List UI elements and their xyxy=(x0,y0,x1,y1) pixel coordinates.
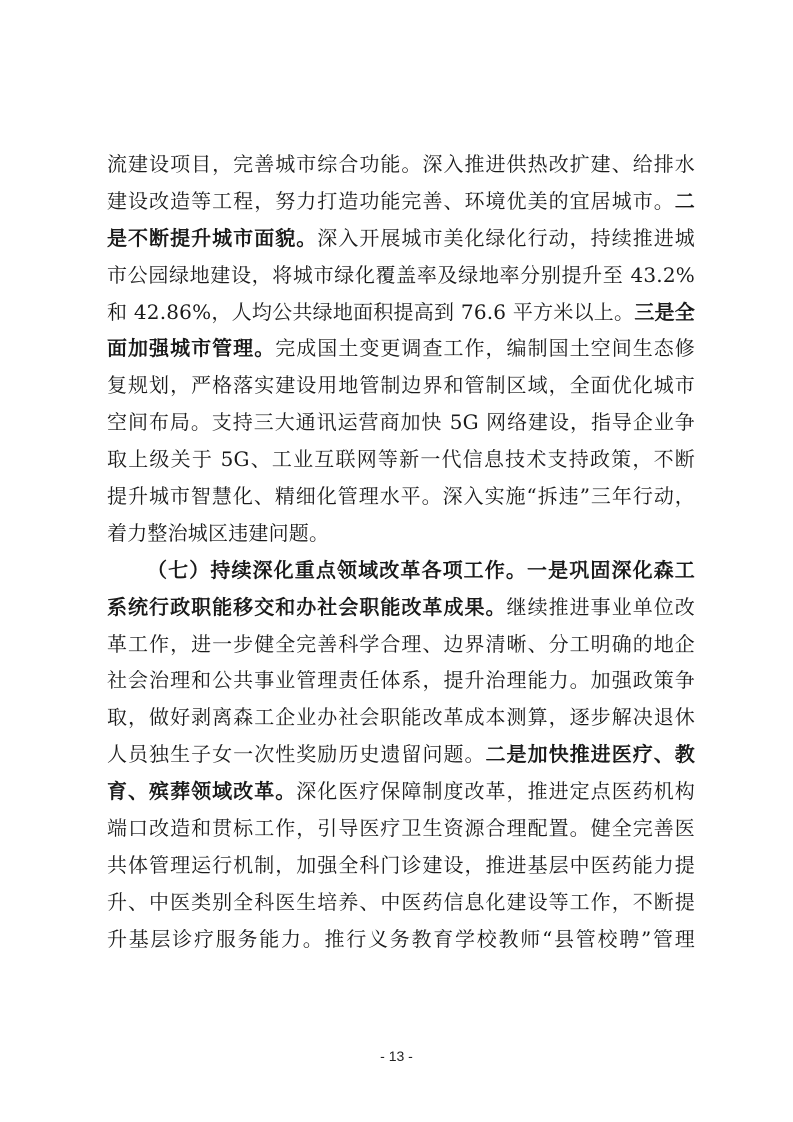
text-line xyxy=(107,257,695,294)
bold-text-segment: （七）持续深化重点领域改革各项工作。一是巩固深化森工 xyxy=(147,557,695,582)
text-line xyxy=(107,662,695,699)
text-line xyxy=(107,736,695,773)
text-segment: 升、中医类别全科医生培养、中医药信息化建设等工作，不断提 xyxy=(107,889,695,914)
text-segment: 建设改造等工程，努力打造功能完善、环境优美的宜居城市。 xyxy=(107,188,675,213)
text-line xyxy=(107,921,695,958)
text-segment: 完成国土变更调查工作，编制国土空间生态修 xyxy=(275,336,695,361)
text-line xyxy=(107,626,695,663)
bold-text-segment: 二 xyxy=(674,188,695,213)
text-segment: 深化医疗保障制度改革，推进定点医药机构 xyxy=(296,779,695,804)
text-segment: 人员独生子女一次性奖励历史遗留问题。 xyxy=(107,742,486,767)
text-line xyxy=(107,589,695,626)
text-line xyxy=(107,552,695,589)
text-segment: 提升城市智慧化、精细化管理水平。深入实施“拆违”三年行动， xyxy=(107,484,695,509)
bold-text-segment: 是不断提升城市面貌。 xyxy=(107,225,318,250)
text-segment: 继续推进事业单位改 xyxy=(506,594,695,619)
text-line xyxy=(107,404,695,441)
text-line xyxy=(107,330,695,367)
text-segment: 取，做好剥离森工企业办社会职能改革成本测算，逐步解决退休 xyxy=(107,705,695,730)
text-line xyxy=(107,441,695,478)
text-line xyxy=(107,810,695,847)
text-segment: 升基层诊疗服务能力。推行义务教育学校教师“县管校聘”管理 xyxy=(107,926,695,951)
text-segment: 深入开展城市美化绿化行动，持续推进城 xyxy=(317,225,695,250)
text-segment: 复规划，严格落实建设用地管制边界和管制区域，全面优化城市 xyxy=(107,373,695,398)
text-line xyxy=(107,294,695,331)
text-line xyxy=(107,847,695,884)
text-segment: 和 42.86%，人均公共绿地面积提高到 76.6 平方米以上。 xyxy=(107,299,635,324)
page-number: - 13 - xyxy=(380,1048,413,1064)
text-line xyxy=(107,146,695,183)
text-line xyxy=(107,220,695,257)
body-text xyxy=(107,146,695,958)
text-line xyxy=(107,478,695,515)
text-line xyxy=(107,699,695,736)
text-segment: 社会治理和公共事业管理责任体系，提升治理能力。加强政策争 xyxy=(107,668,695,693)
bold-text-segment: 二是加快推进医疗、教 xyxy=(485,742,695,767)
text-segment: 共体管理运行机制，加强全科门诊建设，推进基层中医药能力提 xyxy=(107,852,695,877)
text-line xyxy=(107,367,695,404)
text-segment: 革工作，进一步健全完善科学合理、边界清晰、分工明确的地企 xyxy=(107,631,695,656)
bold-text-segment: 面加强城市管理。 xyxy=(107,336,276,361)
text-line xyxy=(107,884,695,921)
text-line xyxy=(107,773,695,810)
text-segment: 取上级关于 5G、工业互联网等新一代信息技术支持政策，不断 xyxy=(107,447,695,472)
bold-text-segment: 育、殡葬领域改革。 xyxy=(107,779,297,804)
text-line xyxy=(107,183,695,220)
bold-text-segment: 三是全 xyxy=(634,299,696,324)
text-segment: 着力整治城区违建问题。 xyxy=(107,520,330,545)
text-line xyxy=(107,515,695,552)
text-segment: 端口改造和贯标工作，引导医疗卫生资源合理配置。健全完善医 xyxy=(107,816,695,841)
text-segment: 空间布局。支持三大通讯运营商加快 5G 网络建设，指导企业争 xyxy=(107,410,695,435)
bold-text-segment: 系统行政职能移交和办社会职能改革成果。 xyxy=(107,594,507,619)
text-segment: 市公园绿地建设，将城市绿化覆盖率及绿地率分别提升至 43.2% xyxy=(107,262,695,287)
text-segment: 流建设项目，完善城市综合功能。深入推进供热改扩建、给排水 xyxy=(107,152,695,176)
